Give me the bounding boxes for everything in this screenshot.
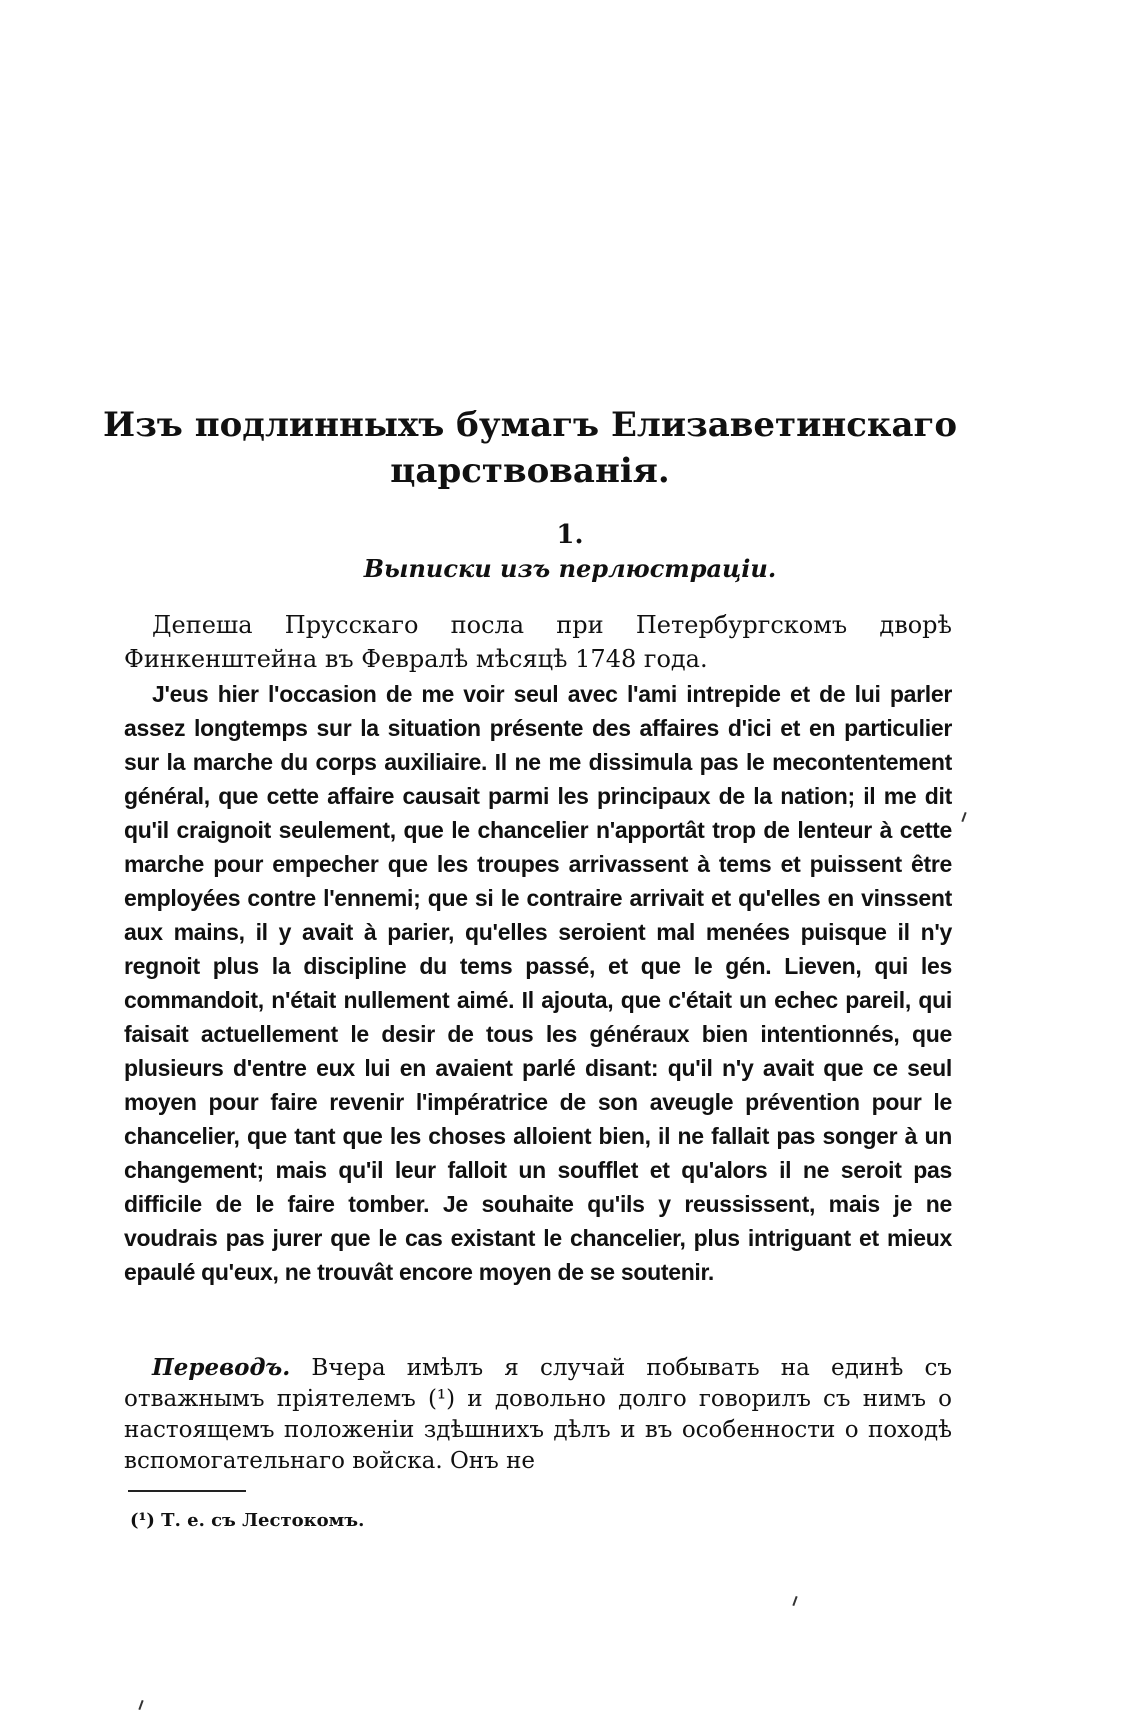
title-line-1: Изъ подлинныхъ бумагъ Елизаветинскаго xyxy=(102,405,958,445)
section-subtitle: Выписки изъ перлюстраціи. xyxy=(363,554,777,583)
translation-label: Переводъ. xyxy=(152,1354,291,1381)
scan-speck xyxy=(961,812,966,822)
section-number: 1. xyxy=(556,520,584,550)
french-dispatch-paragraph: J'eus hier l'occasion de me voir seul avec l'ami intrepide et de lui parler assez longtemps sur la situation présente des affaires d'ici et en particulier sur la marche du corps auxiliaire. Il ne me dissimula pas le mecontentement général, que cette affaire causait parmi les principaux de la nation; il me dit qu'il craignoit seulement, que le chancelier n'apportât trop de lenteur à cette marche pour empecher que les troupes arrivassent à tems et puissent être employées contre l'ennemi; que si le contraire arrivait et qu'elles en vinssent aux mains, il y avait à parier, qu'elles seroient mal menées puisque il n'y regnoit plus la discipline du tems passé, et que le gén. Lieven, qui les commandoit, n'était nullement aimé. Il ajouta, que c'était un echec pareil, qui faisait actuellement le desir de tous les généraux bien intentionnés, que plusieurs d'entre eux lui en avaient parlé disant: qu'il n'y avait que ce seul moyen pour faire revenir l'impératrice de son aveugle prévention pour le chancelier, que tant que les choses alloient bien, il ne fallait pas songer à un changement; mais qu'il leur falloit un soufflet et qu'alors il ne seroit pas difficile de le faire tomber. Je souhaite qu'ils y reussissent, mais je ne voudrais pas jurer que le cas existant le chancelier, plus intriguant et mieux epaulé qu'eux, ne trouvât encore moyen de se soutenir. xyxy=(124,681,952,1285)
scan-speck xyxy=(138,1700,143,1710)
translation-text: Вчера имѣлъ я случай побывать на единѣ съ отважнымъ пріятелемъ (¹) и довольно долго говорилъ съ нимъ о настоящемъ положеніи здѣшнихъ дѣлъ и въ особенности о походѣ вспомогательнаго войска. Онъ не xyxy=(124,1355,952,1474)
translation-paragraph xyxy=(124,1352,952,1477)
footnote-divider xyxy=(128,1490,246,1492)
scan-speck xyxy=(792,1596,797,1606)
dispatch-heading-paragraph: Депеша Прусскаго посла при Петербургскомъ дворѣ Финкенштейна въ Февралѣ мѣсяцѣ 1748 года. xyxy=(124,611,952,673)
footnote: (¹) Т. е. съ Лестокомъ. xyxy=(130,1510,365,1531)
title-line-2: царствованія. xyxy=(390,451,670,491)
